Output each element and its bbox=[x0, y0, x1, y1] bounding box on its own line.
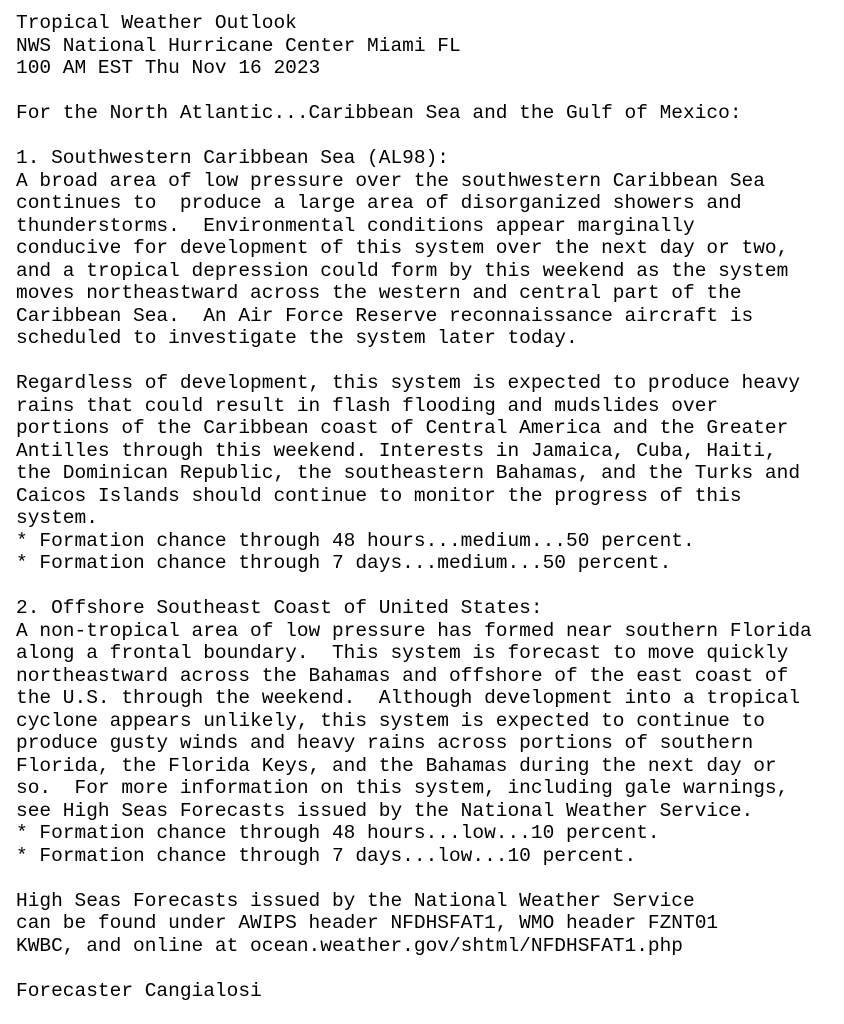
coverage-area: For the North Atlantic...Caribbean Sea and the Gulf of Mexico: bbox=[16, 102, 742, 124]
system-2-heading: 2. Offshore Southeast Coast of United States: bbox=[16, 597, 543, 619]
system-2-text-line: A non-tropical area of low pressure has formed near southern Florida bbox=[16, 619, 812, 642]
system-1-text-line: conducive for development of this system over the next day or two, bbox=[16, 237, 789, 259]
system-1-chance-7d: * Formation chance through 7 days...medium...50 percent. bbox=[16, 552, 672, 574]
system-2-text-line: cyclone appears unlikely, this system is expected to continue to bbox=[16, 709, 765, 732]
high-seas-note-line: can be found under AWIPS header NFDHSFAT1, WMO header FZNT01 bbox=[16, 912, 719, 934]
spacer bbox=[16, 350, 844, 373]
system-1-chance-48h: * Formation chance through 48 hours...medium...50 percent. bbox=[16, 529, 695, 552]
system-2-text-line: Florida, the Florida Keys, and the Bahamas during the next day or bbox=[16, 754, 777, 777]
forecaster-signature: Forecaster Cangialosi bbox=[16, 979, 262, 1002]
system-1-text-line: and a tropical depression could form by this weekend as the system bbox=[16, 259, 789, 282]
system-2-text-line: northeastward across the Bahamas and offshore of the east coast of bbox=[16, 664, 789, 687]
system-1-text-line: scheduled to investigate the system later today. bbox=[16, 327, 578, 349]
system-1-text-line: thunderstorms. Environmental conditions appear marginally bbox=[16, 214, 695, 237]
system-2-text-line: produce gusty winds and heavy rains across portions of southern bbox=[16, 732, 754, 754]
high-seas-note-line: High Seas Forecasts issued by the National Weather Service bbox=[16, 889, 695, 912]
system-1-impacts-line: Caicos Islands should continue to monitor the progress of this bbox=[16, 484, 742, 507]
issue-time: 100 AM EST Thu Nov 16 2023 bbox=[16, 57, 321, 79]
spacer bbox=[16, 80, 844, 103]
system-1-text-line: continues to produce a large area of disorganized showers and bbox=[16, 192, 742, 214]
system-1-text-line: Caribbean Sea. An Air Force Reserve reconnaissance aircraft is bbox=[16, 304, 754, 327]
spacer bbox=[16, 867, 844, 890]
system-1-impacts-line: the Dominican Republic, the southeastern Bahamas, and the Turks and bbox=[16, 462, 801, 484]
spacer bbox=[16, 575, 844, 598]
system-1-text-line: moves northeastward across the western and central part of the bbox=[16, 282, 742, 304]
system-1-impacts-line: rains that could result in flash flooding and mudslides over bbox=[16, 394, 719, 417]
system-1-text-line: A broad area of low pressure over the southwestern Caribbean Sea bbox=[16, 169, 765, 192]
system-2-chance-7d: * Formation chance through 7 days...low...10 percent. bbox=[16, 844, 637, 867]
spacer bbox=[16, 125, 844, 148]
system-2-chance-48h: * Formation chance through 48 hours...low...10 percent. bbox=[16, 822, 660, 844]
system-2-text-line: so. For more information on this system, including gale warnings, bbox=[16, 777, 789, 799]
outlook-document bbox=[16, 12, 844, 1002]
system-1-impacts-line: portions of the Caribbean coast of Central America and the Greater bbox=[16, 417, 789, 439]
system-2-text-line: see High Seas Forecasts issued by the National Weather Service. bbox=[16, 799, 754, 822]
high-seas-note-line: KWBC, and online at ocean.weather.gov/shtml/NFDHSFAT1.php bbox=[16, 934, 684, 957]
spacer bbox=[16, 957, 844, 980]
system-1-impacts-line: system. bbox=[16, 507, 98, 529]
system-2-text-line: along a frontal boundary. This system is forecast to move quickly bbox=[16, 642, 789, 664]
system-1-impacts-line: Regardless of development, this system is expected to produce heavy bbox=[16, 372, 801, 394]
system-2-text-line: the U.S. through the weekend. Although development into a tropical bbox=[16, 687, 801, 709]
document-title: Tropical Weather Outlook bbox=[16, 12, 297, 34]
system-1-impacts-line: Antilles through this weekend. Interests in Jamaica, Cuba, Haiti, bbox=[16, 439, 777, 462]
issuing-office: NWS National Hurricane Center Miami FL bbox=[16, 34, 461, 57]
system-1-heading: 1. Southwestern Caribbean Sea (AL98): bbox=[16, 147, 449, 169]
